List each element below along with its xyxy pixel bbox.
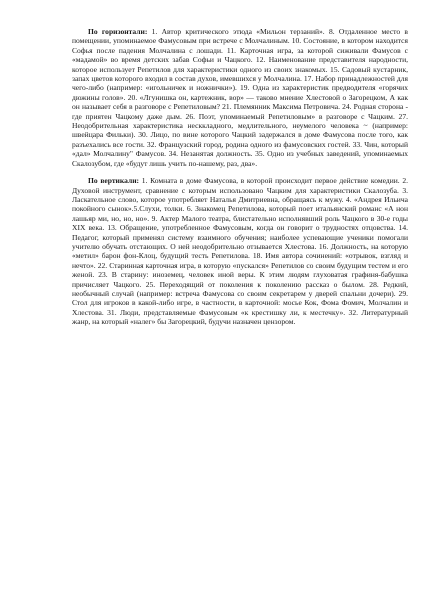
horizontal-heading: По горизонтали: [88, 27, 148, 36]
vertical-clues-text: 1. Комната в доме Фамусова, в которой происходит первое действие комедии. 2. Духовой инструмент, сравнение с которым использовано Чацким для характеристики Скалозуба. 3. Ласкательное слово, которое употребляет Наталья Дмитриевна, обращаясь к мужу. 4. «Андрея Ильича покойного сынок».5.Слухи, толки. 6. Знакомец Репетилова, который поет итальянский романс «А нон лашьяр ми, но, но, но». 9. Актер Малого театра, блистательно исполнявший роль Чацкого в 30-е годы XIX века. 13. Обращение, употребленное Фамусовым, когда он говорит о трудностях отцовства. 14. Педагог, который применял систему взаимного обучения; наиболее успевающие ученики помогали учителю обучать отстающих. О ней неодобрительно отзывается Хлестова. 16. Должность, на которую «метил» барон фон-Клоц, будущий тесть Репетилова. 18. Имя автора сочинений: «отрывок, взгляд и нечто». 22. Старинная карточная игра, в которую «пускался» Репетилов со своим будущим тестем и его женой. 23. В старину: иноземец, человек иной веры. К этим людям глуховатая графиня-бабушка причисляет Чацкого. 25. Переходящий от поколения к поколению рассказ о былом. 28. Редкий, необычный случай (например: встреча Фамусова со своим секретарем у дверей спальни дочери). 29. Стол для игроков в какой-либо игре, в частности, в карточной: мосье Кок, Фома Фомич, Молчалин и Хлестова. 31. Люди, представляемые Фамусовым «к крестишку ли, к местечку». 32. Литературный жанр, на который «налег» бы Загорецкий, будучи назначен цензором. [72, 176, 408, 327]
vertical-clues-paragraph [72, 176, 408, 327]
horizontal-clues-paragraph [72, 27, 408, 168]
vertical-heading: По вертикали: [88, 176, 140, 186]
horizontal-clues-text: 1. Автор критического этюда «Мильон терзаний». 8. Отдаленное место в помещении, упоминаемое Фамусовым при встрече с Молчалиным. 10. Состояние, в котором находится Софья после падения Молчалина с лошади. 11. Карточная игра, за которой сиживали Фамусов с «мадамой» во время детских забав Софьи и Чацкого. 12. Наименование представителя народности, которое использует Репетилов для характеристики одного из своих знакомых. 15. Садовый кустарник, запах цветов которого входил в состав духов, имевшихся у Молчалина. 17. Набор принадлежностей для чего-либо (например: «игольничек и ножнички»). 19. Одна из характеристик предводителя «горячих дюжины голов». 20. «Лгунишка он, картежник, вор» — таково мнение Хлестовой о Загорецком, А как он называет себя в разговоре с Репетиловым? 21. Племянник Максима Петровича. 24. Родная сторона - где приятен Чацкому даже дым. 26. Поэт, упоминаемый Репетиловым» в разговоре с Чацким. 27. Неодобрительная характеристика несккладного, медлительного, неумелого человека ~ (например: швейцара Фильки). 30. Лицо, по вине которого Чацкий задержался в доме Фамусова после того, как разъехались все гости. 32. Французский город, родина одного из фамусовских гостей. 33. Чин, который «дал» Молчалину" Фамусов. 34. Незанятая должность. 35. Одно из учебных заведений, упоминаемых Скалозубом, где «будут лишь учить по-нашему, раз, два». [72, 27, 408, 168]
